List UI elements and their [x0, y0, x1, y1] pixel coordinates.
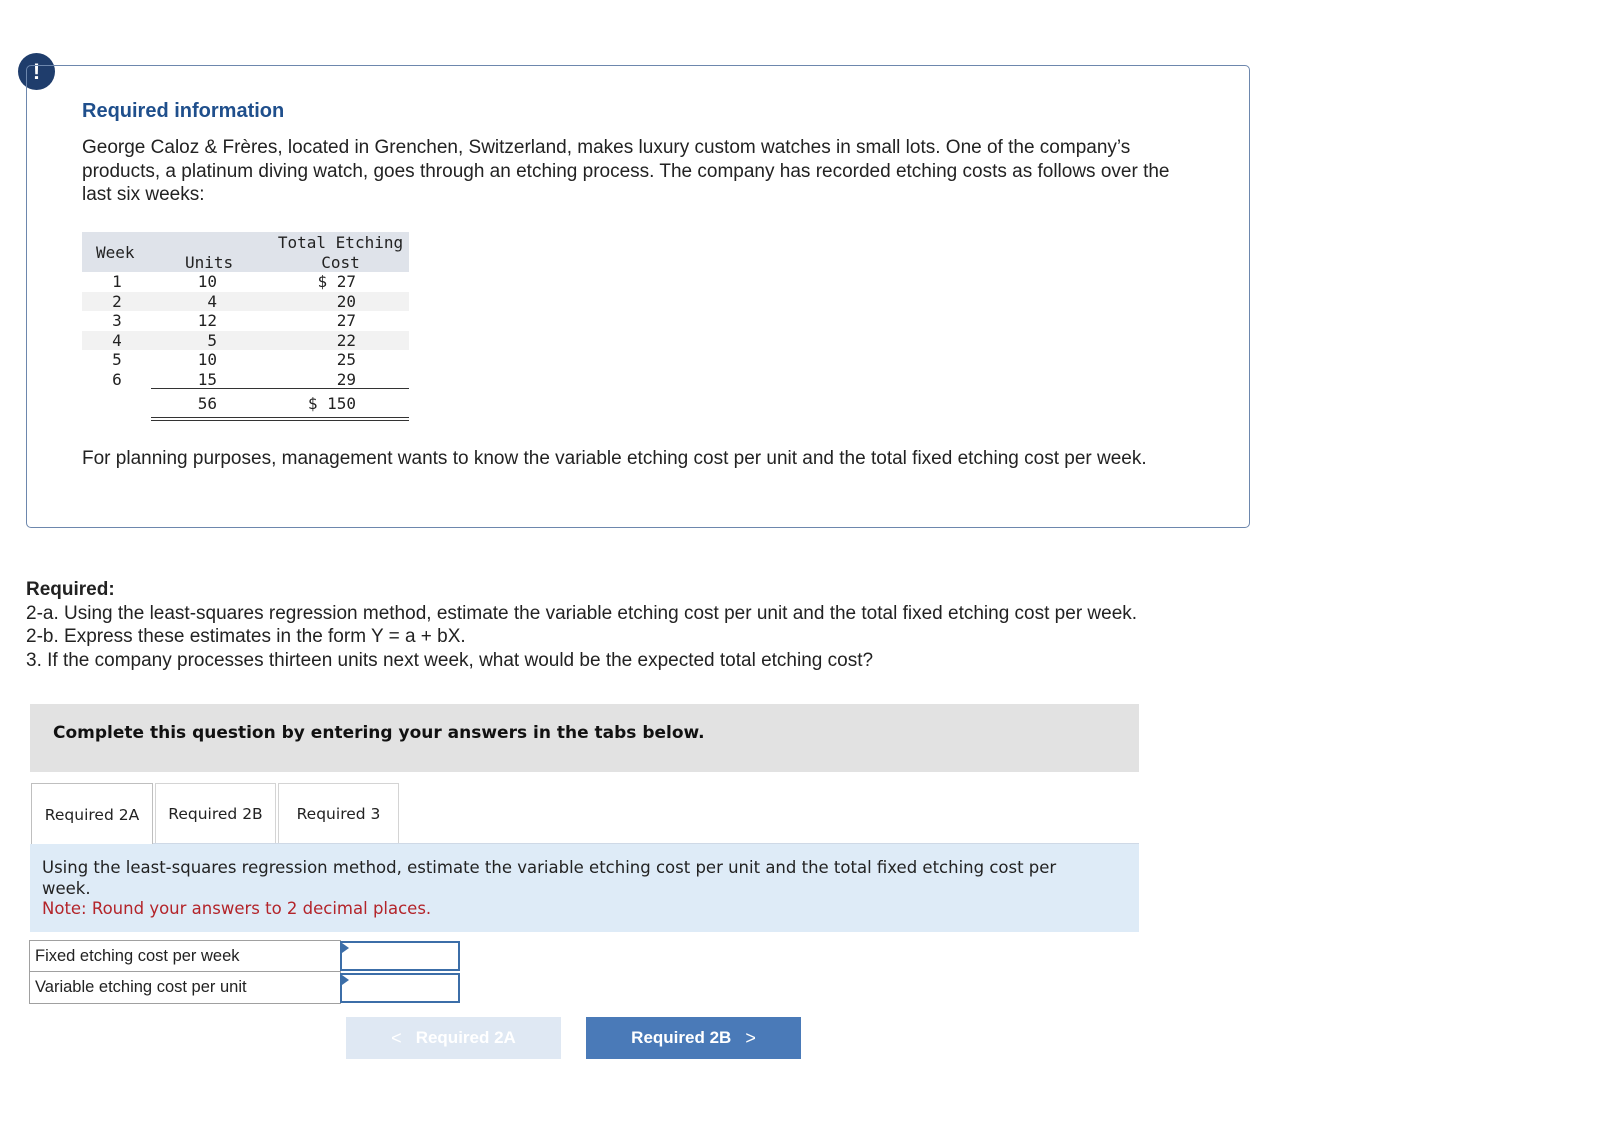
required-item-2a: 2-a. Using the least-squares regression method, estimate the variable etching cost per unit and the total fixed etching cost per week. [26, 602, 1138, 624]
answer-row [29, 940, 461, 972]
answer-table [29, 940, 461, 1004]
header-cost-line2: Cost [321, 252, 360, 272]
panel-note: Note: Round your answers to 2 decimal places. [42, 899, 432, 918]
cell-units: 10 [197, 272, 217, 291]
table-row [82, 350, 409, 370]
cell-cost: 22 [336, 330, 356, 350]
cell-cost: 25 [336, 350, 356, 369]
header-cost-line1: Total Etching [277, 233, 404, 252]
cell-units: 15 [197, 369, 217, 389]
answer-label-fixed: Fixed etching cost per week [29, 940, 341, 972]
tab-required-2b[interactable]: Required 2B [155, 783, 276, 844]
input-flag-icon [342, 975, 349, 985]
total-units: 56 [197, 394, 217, 413]
next-required-button[interactable] [586, 1017, 801, 1059]
cell-units: 5 [207, 330, 217, 350]
variable-cost-input[interactable] [340, 973, 460, 1003]
cell-units: 12 [197, 311, 217, 330]
table-row [82, 331, 409, 351]
answer-row [29, 972, 461, 1004]
required-item-2b: 2-b. Express these estimates in the form Y = a + bX. [26, 626, 466, 647]
cell-week: 5 [112, 350, 122, 369]
instruction-bar [30, 704, 1139, 772]
cell-week: 6 [112, 369, 122, 389]
question-panel [30, 844, 1139, 932]
table-header [82, 232, 409, 272]
tab-required-2a[interactable]: Required 2A [31, 783, 153, 845]
cell-week: 3 [112, 311, 122, 330]
prev-button-label: Required 2A [415, 1028, 516, 1047]
table-row [82, 370, 409, 390]
total-double-rule [151, 417, 409, 421]
fixed-cost-input[interactable] [340, 941, 460, 971]
etching-cost-table [82, 232, 409, 419]
header-cost [272, 233, 409, 272]
alert-icon: ! [18, 53, 55, 90]
info-title: Required information [82, 100, 285, 122]
panel-question: Using the least-squares regression method, estimate the variable etching cost per unit and the total fixed etching cost per week. [42, 858, 1057, 898]
cell-units: 10 [197, 350, 217, 369]
table-total-row [82, 389, 409, 419]
planning-paragraph: For planning purposes, management wants to know the variable etching cost per unit and the total fixed etching cost per week. [82, 448, 1147, 469]
instruction-text: Complete this question by entering your answers in the tabs below. [53, 723, 705, 743]
header-units: Units [185, 253, 234, 272]
table-row [82, 311, 409, 331]
input-flag-icon [342, 943, 349, 953]
cell-cost: $ 27 [317, 272, 356, 291]
chevron-left-icon: < [391, 1027, 402, 1048]
prev-required-button[interactable] [346, 1017, 561, 1059]
panel-text-wrapper [42, 858, 1102, 920]
header-week: Week [96, 243, 135, 262]
required-section [26, 578, 1137, 672]
total-cost: $ 150 [307, 394, 356, 413]
table-row [82, 272, 409, 292]
cell-units: 4 [207, 291, 217, 311]
cell-cost: 29 [336, 369, 356, 389]
cell-week: 1 [112, 272, 122, 291]
required-item-3: 3. If the company processes thirteen units next week, what would be the expected total etching cost? [26, 649, 874, 671]
info-paragraph: George Caloz & Frères, located in Grenchen, Switzerland, makes luxury custom watches in small lots. One of the company’s products, a platinum diving watch, goes through an etching process. The company has recorded etching costs as follows over the last six weeks: [82, 137, 1170, 205]
chevron-right-icon: > [745, 1027, 756, 1048]
next-button-label: Required 2B [631, 1028, 732, 1047]
table-row [82, 292, 409, 312]
tab-required-3[interactable]: Required 3 [278, 783, 399, 844]
cell-week: 4 [112, 330, 122, 350]
answer-label-variable: Variable etching cost per unit [29, 972, 341, 1004]
required-heading: Required: [26, 579, 115, 600]
required-information-box [26, 65, 1250, 528]
cell-week: 2 [112, 291, 122, 311]
cell-cost: 27 [336, 311, 356, 330]
cell-cost: 20 [336, 291, 356, 311]
